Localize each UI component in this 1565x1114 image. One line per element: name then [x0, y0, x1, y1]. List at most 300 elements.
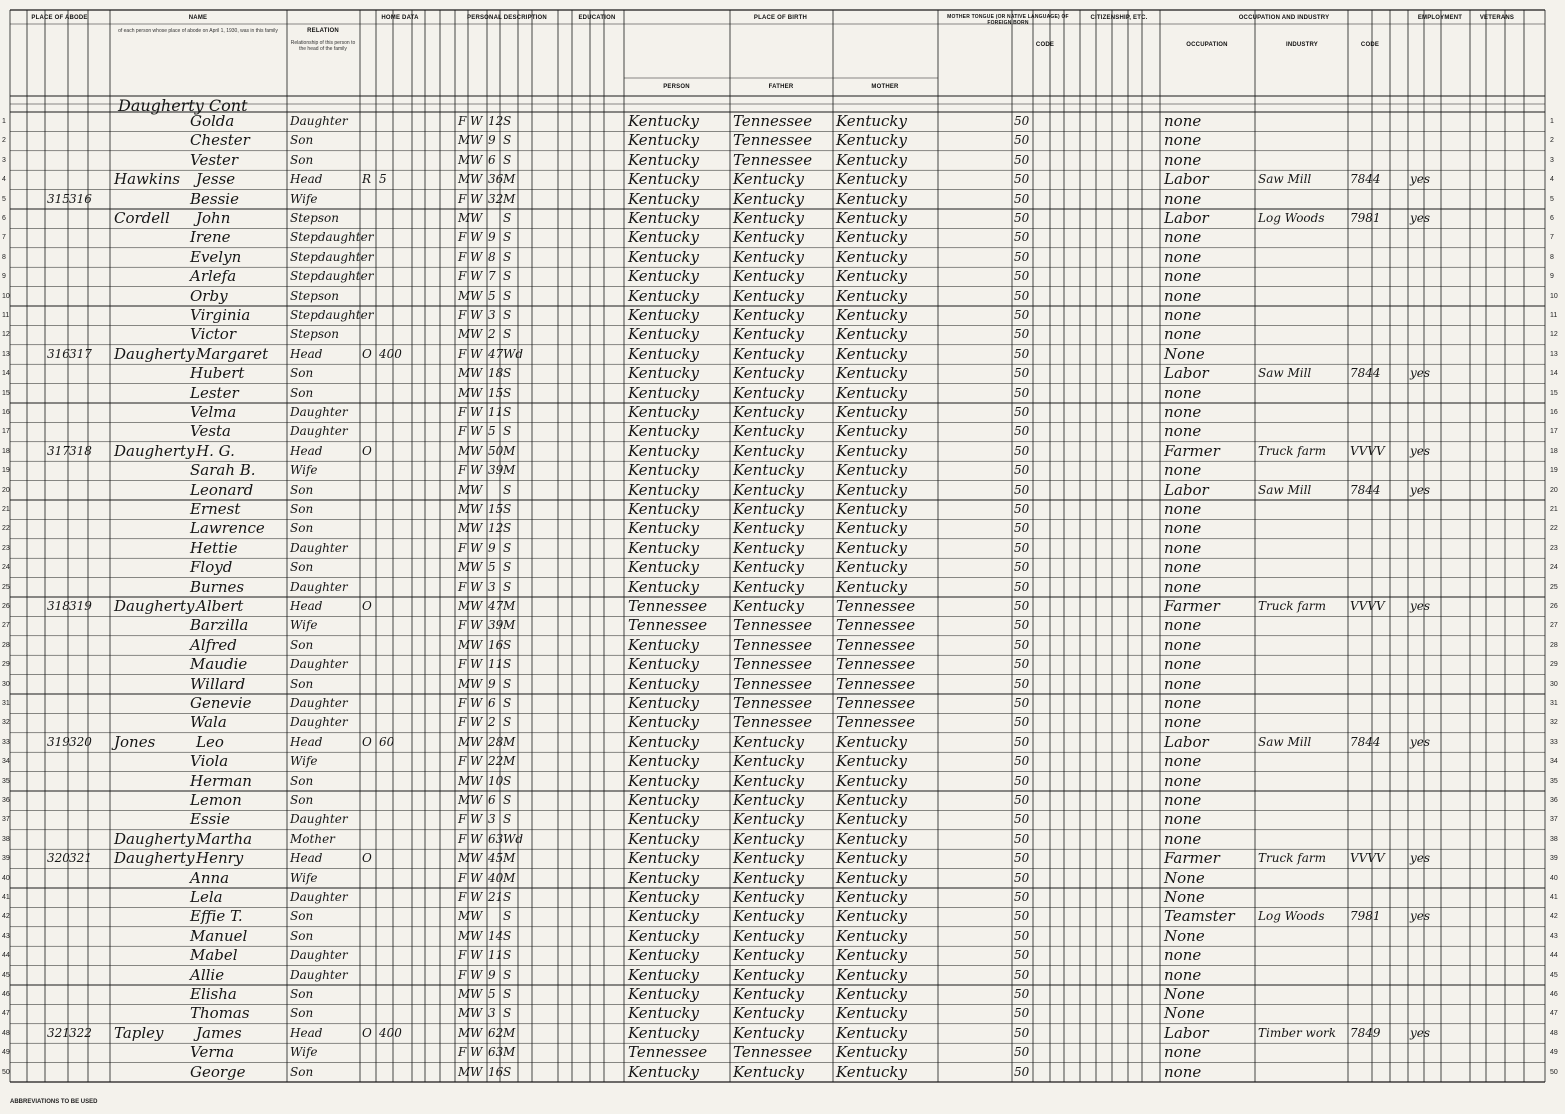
birthplace-person: Tennessee	[628, 1043, 708, 1062]
relation: Son	[290, 482, 314, 497]
given-name: Sarah B.	[190, 461, 256, 480]
birthplace-code: 50	[1014, 502, 1030, 516]
birthplace-father: Tennessee	[733, 655, 813, 674]
home-value: 400	[379, 1025, 402, 1040]
given-name: Allie	[190, 965, 225, 984]
birthplace-person: Kentucky	[628, 500, 699, 518]
occupation: None	[1164, 1004, 1205, 1023]
sex: F	[458, 870, 467, 885]
given-name: Manuel	[190, 926, 248, 945]
relation: Head	[290, 851, 323, 866]
occupation: Labor	[1164, 170, 1209, 189]
color-race: W	[470, 637, 483, 652]
sex: M	[458, 987, 471, 1001]
occupation: none	[1164, 112, 1202, 130]
row-number-right: 17	[1550, 428, 1558, 436]
birthplace-code: 50	[1014, 540, 1030, 555]
occupation: None	[1164, 344, 1205, 363]
sex: M	[458, 637, 471, 652]
relation: Daughter	[290, 967, 348, 982]
given-name: Verna	[190, 1043, 235, 1062]
birthplace-person: Kentucky	[628, 577, 699, 596]
occupation: none	[1164, 150, 1202, 169]
age: 6	[488, 696, 496, 710]
color-race: W	[470, 579, 483, 594]
age: 39	[488, 463, 504, 478]
birthplace-person: Kentucky	[628, 752, 699, 771]
row-number-right: 43	[1550, 932, 1558, 940]
row-number-right: 35	[1550, 777, 1558, 785]
birthplace-person: Kentucky	[628, 907, 699, 926]
birthplace-code: 50	[1014, 637, 1030, 652]
color-race: W	[470, 405, 483, 419]
birthplace-person: Kentucky	[628, 538, 699, 557]
birthplace-mother: Kentucky	[836, 150, 907, 169]
occupation: Labor	[1164, 732, 1209, 751]
birthplace-person: Kentucky	[628, 1023, 699, 1042]
row-number-right: 34	[1550, 758, 1558, 766]
row-number-right: 31	[1550, 700, 1558, 707]
row-number-right: 13	[1550, 350, 1558, 358]
color-race: W	[470, 1064, 483, 1079]
row-number-left: 38	[2, 835, 10, 843]
occupation-code: 7981	[1350, 211, 1381, 225]
birthplace-code: 50	[1014, 812, 1030, 827]
age: 32	[488, 191, 504, 206]
occupation-code: 7849	[1350, 1025, 1381, 1040]
birthplace-code: 50	[1014, 793, 1030, 807]
age: 2	[488, 327, 496, 342]
occupation: none	[1164, 635, 1202, 654]
birthplace-person: Kentucky	[628, 112, 699, 130]
given-name: Thomas	[190, 1004, 250, 1023]
occupation-code: 7844	[1350, 734, 1381, 749]
sex: F	[458, 1045, 467, 1060]
row-number-right: 4	[1550, 176, 1554, 184]
row-number-right: 24	[1550, 564, 1558, 572]
birthplace-father: Kentucky	[733, 771, 804, 790]
sex: F	[458, 269, 467, 284]
birthplace-code: 50	[1014, 133, 1030, 148]
sex: M	[458, 773, 471, 788]
sex: M	[458, 676, 471, 691]
occupation: Labor	[1164, 364, 1209, 383]
row-number-right: 19	[1550, 467, 1558, 475]
birthplace-father: Tennessee	[733, 635, 813, 654]
family-number: 317	[69, 346, 92, 361]
birthplace-father: Kentucky	[733, 732, 804, 751]
marital-condition: M	[503, 734, 516, 749]
sex: F	[458, 696, 467, 710]
birthplace-mother: Kentucky	[836, 538, 907, 557]
birthplace-father: Kentucky	[733, 286, 804, 305]
color-race: W	[470, 172, 483, 187]
marital-condition: S	[503, 812, 512, 827]
marital-condition: S	[503, 676, 512, 691]
row-number-left: 13	[2, 350, 10, 358]
relation: Wife	[290, 191, 318, 206]
row-number-right: 16	[1550, 409, 1558, 416]
birthplace-person: Kentucky	[628, 441, 699, 460]
birthplace-father: Tennessee	[733, 694, 813, 712]
birthplace-mother: Kentucky	[836, 422, 907, 441]
marital-condition: S	[503, 211, 512, 225]
employment-status: yes	[1410, 482, 1431, 497]
occupation: none	[1164, 247, 1202, 266]
marital-condition: S	[503, 793, 512, 807]
row-number-left: 47	[2, 1010, 10, 1018]
occupation: none	[1164, 829, 1202, 848]
industry: Saw Mill	[1258, 172, 1312, 187]
birthplace-mother: Kentucky	[836, 189, 907, 208]
birthplace-code: 50	[1014, 831, 1030, 846]
dwelling-number: 317	[47, 443, 70, 458]
relation: Son	[290, 152, 314, 167]
marital-condition: S	[503, 288, 512, 303]
age: 3	[488, 308, 496, 322]
birthplace-mother: Kentucky	[836, 228, 907, 247]
age: 36	[488, 172, 504, 187]
occupation-code: 7981	[1350, 909, 1381, 924]
birthplace-father: Kentucky	[733, 325, 804, 344]
color-race: W	[470, 211, 483, 225]
given-name: Willard	[190, 674, 246, 693]
row-number-left: 37	[2, 816, 10, 824]
birthplace-father: Tennessee	[733, 112, 813, 130]
sex: F	[458, 715, 467, 730]
age: 28	[488, 734, 504, 749]
occupation-code: VVVV	[1350, 851, 1385, 866]
color-race: W	[470, 308, 483, 322]
surname: Daugherty	[114, 344, 195, 363]
birthplace-code: 50	[1014, 579, 1030, 594]
occupation: none	[1164, 189, 1202, 208]
occupation: Labor	[1164, 480, 1209, 499]
header-occupation: OCCUPATION	[1186, 42, 1228, 48]
birthplace-father: Kentucky	[733, 829, 804, 848]
industry: Saw Mill	[1258, 482, 1312, 497]
given-name: Wala	[190, 713, 227, 732]
row-number-right: 10	[1550, 292, 1558, 300]
birthplace-mother: Tennessee	[836, 713, 916, 732]
header-personal-description: PERSONAL DESCRIPTION	[467, 15, 547, 21]
birthplace-father: Kentucky	[733, 868, 804, 887]
age: 11	[488, 405, 504, 419]
color-race: W	[470, 793, 483, 807]
birthplace-father: Kentucky	[733, 1004, 804, 1023]
occupation: none	[1164, 946, 1202, 965]
marital-condition: S	[503, 540, 512, 555]
given-name: Viola	[190, 752, 229, 771]
sex: F	[458, 890, 467, 904]
family-number: 318	[69, 443, 92, 458]
row-number-left: 20	[2, 486, 10, 494]
relation: Head	[290, 599, 323, 613]
row-number-left: 33	[2, 738, 10, 746]
header-mother: MOTHER	[871, 84, 899, 90]
birthplace-code: 50	[1014, 657, 1030, 672]
header-father: FATHER	[768, 84, 794, 90]
occupation: none	[1164, 713, 1202, 732]
row-number-left: 44	[2, 952, 10, 960]
given-name: Lester	[190, 383, 239, 402]
relation: Son	[290, 366, 314, 381]
row-number-right: 25	[1550, 583, 1558, 591]
sex: M	[458, 482, 471, 497]
given-name: Victor	[190, 325, 236, 344]
birthplace-code: 50	[1014, 269, 1030, 284]
color-race: W	[470, 657, 483, 672]
row-number-right: 50	[1550, 1068, 1558, 1076]
age: 3	[488, 812, 496, 827]
color-race: W	[470, 366, 483, 381]
birthplace-father: Kentucky	[733, 344, 804, 363]
industry: Saw Mill	[1258, 366, 1312, 381]
color-race: W	[470, 327, 483, 342]
birthplace-father: Kentucky	[733, 500, 804, 518]
color-race: W	[470, 890, 483, 904]
row-number-right: 20	[1550, 486, 1558, 494]
birthplace-person: Kentucky	[628, 655, 699, 674]
birthplace-person: Kentucky	[628, 888, 699, 906]
color-race: W	[470, 967, 483, 982]
header-person: PERSON	[663, 84, 690, 90]
birthplace-father: Kentucky	[733, 383, 804, 402]
marital-condition: M	[503, 1045, 516, 1060]
birthplace-code: 50	[1014, 308, 1030, 322]
marital-condition: S	[503, 405, 512, 419]
birthplace-father: Kentucky	[733, 888, 804, 906]
birthplace-person: Kentucky	[628, 364, 699, 383]
given-name: Effie T.	[190, 907, 243, 926]
relation: Son	[290, 560, 314, 575]
row-number-right: 11	[1550, 312, 1558, 319]
birthplace-person: Kentucky	[628, 403, 699, 421]
occupation: None	[1164, 926, 1205, 945]
row-number-left: 49	[2, 1049, 10, 1057]
birthplace-mother: Kentucky	[836, 344, 907, 363]
age: 2	[488, 715, 496, 730]
relation: Son	[290, 1006, 314, 1021]
given-name: Genevie	[190, 694, 252, 712]
age: 3	[488, 1006, 496, 1021]
color-race: W	[470, 152, 483, 167]
birthplace-person: Kentucky	[628, 810, 699, 829]
birthplace-mother: Kentucky	[836, 112, 907, 130]
row-number-right: 2	[1550, 137, 1554, 145]
relation: Son	[290, 637, 314, 652]
birthplace-mother: Kentucky	[836, 868, 907, 887]
relation: Head	[290, 1025, 323, 1040]
occupation: none	[1164, 422, 1202, 441]
birthplace-mother: Kentucky	[836, 131, 907, 150]
occupation: none	[1164, 616, 1202, 635]
row-number-right: 1	[1550, 118, 1554, 125]
continuation-line: Daugherty Cont	[118, 96, 248, 115]
birthplace-mother: Kentucky	[836, 752, 907, 771]
birthplace-mother: Kentucky	[836, 965, 907, 984]
marital-condition: S	[503, 308, 512, 322]
row-number-left: 15	[2, 389, 10, 397]
header-citizenship: CITIZENSHIP, ETC.	[1090, 15, 1148, 21]
row-number-left: 32	[2, 719, 10, 727]
birthplace-code: 50	[1014, 327, 1030, 342]
birthplace-mother: Kentucky	[836, 209, 907, 227]
header-relation: RELATION	[307, 28, 339, 34]
age: 45	[488, 851, 504, 866]
occupation: none	[1164, 403, 1202, 421]
home-value: 400	[379, 346, 402, 361]
header-education: EDUCATION	[578, 15, 616, 21]
birthplace-mother: Kentucky	[836, 810, 907, 829]
birthplace-person: Kentucky	[628, 189, 699, 208]
sex: F	[458, 114, 467, 128]
birthplace-person: Kentucky	[628, 325, 699, 344]
color-race: W	[470, 909, 483, 924]
row-number-left: 16	[2, 409, 10, 416]
sex: M	[458, 327, 471, 342]
occupation: none	[1164, 325, 1202, 344]
header-place-of-birth: PLACE OF BIRTH	[753, 15, 808, 21]
relation: Daughter	[290, 405, 348, 419]
row-number-left: 3	[2, 156, 6, 164]
birthplace-code: 50	[1014, 967, 1030, 982]
relation: Son	[290, 909, 314, 924]
color-race: W	[470, 191, 483, 206]
sex: M	[458, 152, 471, 167]
given-name: Anna	[190, 868, 230, 887]
age: 6	[488, 793, 496, 807]
row-number-left: 29	[2, 661, 10, 669]
sex: M	[458, 1006, 471, 1021]
marital-condition: M	[503, 754, 516, 769]
row-number-right: 46	[1550, 991, 1558, 998]
given-name: John	[196, 209, 231, 227]
sex: M	[458, 928, 471, 943]
marital-condition: M	[503, 172, 516, 187]
row-number-left: 43	[2, 932, 10, 940]
age: 39	[488, 618, 504, 633]
given-name: Margaret	[196, 344, 269, 363]
home-tenure: O	[362, 443, 372, 458]
footer-abbreviations: ABBREVIATIONS TO BE USED	[10, 1099, 98, 1105]
given-name: Irene	[190, 228, 231, 247]
given-name: Lela	[190, 888, 223, 906]
birthplace-code: 50	[1014, 463, 1030, 478]
birthplace-father: Kentucky	[733, 189, 804, 208]
relation: Son	[290, 676, 314, 691]
birthplace-code: 50	[1014, 948, 1030, 963]
birthplace-mother: Kentucky	[836, 441, 907, 460]
marital-condition: S	[503, 1006, 512, 1021]
relation: Stepdaughter	[290, 230, 374, 245]
given-name: Henry	[196, 849, 244, 868]
header-mother-tongue: MOTHER TONGUE (OR NATIVE LANGUAGE) OF FOREIGN BORN	[947, 14, 1069, 26]
dwelling-number: 318	[47, 599, 70, 613]
relation: Daughter	[290, 579, 348, 594]
birthplace-father: Tennessee	[733, 150, 813, 169]
employment-status: yes	[1410, 1025, 1431, 1040]
birthplace-mother: Kentucky	[836, 1023, 907, 1042]
row-number-right: 32	[1550, 719, 1558, 727]
row-number-left: 26	[2, 603, 10, 610]
sex: M	[458, 366, 471, 381]
given-name: Bessie	[190, 189, 239, 208]
sex: M	[458, 909, 471, 924]
header-industry: INDUSTRY	[1285, 42, 1319, 48]
birthplace-mother: Kentucky	[836, 926, 907, 945]
birthplace-mother: Kentucky	[836, 946, 907, 965]
birthplace-person: Tennessee	[628, 616, 708, 635]
birthplace-code: 50	[1014, 618, 1030, 633]
sex: F	[458, 308, 467, 322]
occupation: none	[1164, 1062, 1202, 1081]
birthplace-code: 50	[1014, 1006, 1030, 1021]
header-place-of-abode: PLACE OF ABODE	[31, 15, 88, 21]
sex: F	[458, 948, 467, 963]
birthplace-code: 50	[1014, 676, 1030, 691]
family-number: 319	[69, 599, 92, 613]
marital-condition: S	[503, 928, 512, 943]
sex: F	[458, 424, 467, 439]
birthplace-person: Kentucky	[628, 228, 699, 247]
color-race: W	[470, 502, 483, 516]
birthplace-code: 50	[1014, 424, 1030, 439]
age: 5	[488, 424, 496, 439]
given-name: H. G.	[196, 441, 235, 460]
marital-condition: S	[503, 696, 512, 710]
color-race: W	[470, 754, 483, 769]
sex: M	[458, 1064, 471, 1079]
relation: Daughter	[290, 948, 348, 963]
marital-condition: M	[503, 851, 516, 866]
given-name: Ernest	[190, 500, 241, 518]
home-tenure: O	[362, 734, 372, 749]
sex: F	[458, 579, 467, 594]
row-number-left: 18	[2, 447, 10, 455]
occupation: none	[1164, 267, 1202, 286]
birthplace-father: Tennessee	[733, 616, 813, 635]
marital-condition: Wd	[503, 346, 524, 361]
birthplace-father: Kentucky	[733, 461, 804, 480]
surname: Daugherty	[114, 597, 195, 615]
age: 40	[488, 870, 504, 885]
marital-condition: S	[503, 424, 512, 439]
age: 18	[488, 366, 504, 381]
given-name: Elisha	[190, 985, 237, 1003]
relation: Daughter	[290, 540, 348, 555]
birthplace-mother: Kentucky	[836, 829, 907, 848]
birthplace-father: Kentucky	[733, 247, 804, 266]
birthplace-code: 50	[1014, 443, 1030, 458]
birthplace-code: 50	[1014, 114, 1030, 128]
home-tenure: O	[362, 346, 372, 361]
row-number-right: 12	[1550, 331, 1558, 339]
birthplace-mother: Kentucky	[836, 267, 907, 286]
color-race: W	[470, 1025, 483, 1040]
birthplace-person: Kentucky	[628, 868, 699, 887]
birthplace-father: Kentucky	[733, 267, 804, 286]
relation: Head	[290, 734, 323, 749]
birthplace-code: 50	[1014, 909, 1030, 924]
birthplace-person: Kentucky	[628, 1004, 699, 1023]
birthplace-father: Kentucky	[733, 228, 804, 247]
surname: Hawkins	[114, 170, 181, 189]
color-race: W	[470, 346, 483, 361]
given-name: Maudie	[190, 655, 248, 674]
given-name: Evelyn	[190, 247, 242, 266]
home-tenure: O	[362, 851, 372, 866]
